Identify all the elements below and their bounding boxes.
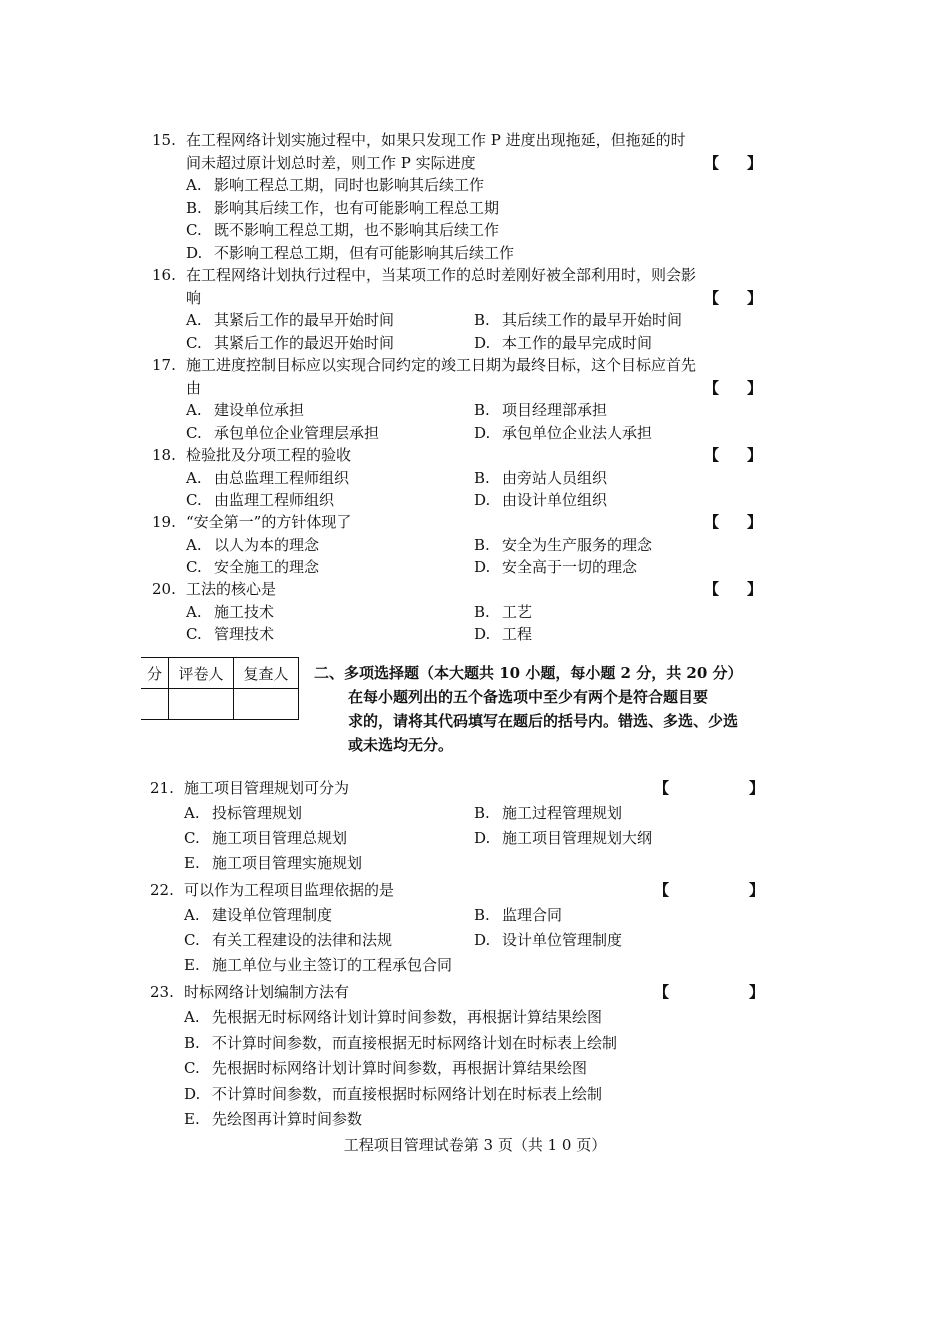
option-c: C. 先根据时标网络计划计算时间参数，再根据计算结果绘图 — [184, 1059, 588, 1077]
stem-text: 由 — [186, 378, 202, 397]
answer-bracket: 【 】 — [703, 580, 762, 598]
answer-bracket: 【 】 — [653, 983, 764, 1001]
option-c: C. 安全施工的理念 — [186, 558, 320, 576]
reviewer-header: 复查人 — [234, 658, 299, 689]
score-table — [141, 657, 299, 720]
stem-text: 工法的核心是 — [186, 580, 277, 598]
stem-text: 施工项目管理规划可分为 — [184, 779, 350, 797]
question-stem — [152, 444, 762, 467]
question-stem — [150, 980, 764, 1005]
option-b: B. 监理合同 — [474, 906, 563, 924]
option-b: B. 工艺 — [474, 602, 533, 621]
score-cell — [141, 689, 169, 720]
option-d: D. 由设计单位组织 — [474, 491, 608, 509]
option-d: D. 本工作的最早完成时间 — [474, 333, 653, 352]
question-stem — [152, 377, 762, 400]
option-c: C. 有关工程建设的法律和法规 — [184, 931, 393, 949]
option-b: B. 安全为生产服务的理念 — [474, 535, 653, 554]
question-stem — [152, 578, 762, 601]
page-footer: 工程项目管理试卷第 3 页（共 1 0 页） — [343, 1136, 607, 1154]
option-b: B. 施工过程管理规划 — [474, 804, 623, 822]
options — [152, 601, 762, 646]
option-a: A. 其紧后工作的最早开始时间 — [186, 311, 395, 329]
option-e: E. 先绘图再计算时间参数 — [184, 1110, 363, 1128]
question-21 — [150, 776, 764, 876]
question-19 — [152, 511, 762, 579]
question-stem — [152, 129, 762, 152]
reviewer-cell — [234, 689, 299, 720]
options — [150, 801, 764, 876]
answer-bracket: 【 】 — [703, 513, 762, 531]
stem-text: 施工进度控制目标应以实现合同约定的竣工日期为最终目标，这个目标应首先 — [186, 356, 697, 374]
option-a: A. 施工技术 — [186, 602, 275, 621]
answer-bracket: 【 】 — [703, 446, 762, 464]
option-d: D. 不计算时间参数，而直接根据时标网络计划在时标表上绘制 — [184, 1084, 603, 1103]
question-18 — [152, 444, 762, 512]
answer-bracket: 【 】 — [653, 779, 764, 797]
grader-header: 评卷人 — [169, 658, 234, 689]
stem-text: 在工程网络计划实施过程中，如果只发现工作 P 进度出现拖延，但拖延的时 — [186, 131, 686, 149]
option-e: E. 施工单位与业主签订的工程承包合同 — [184, 956, 453, 974]
question-stem — [150, 878, 764, 903]
question-number: 19. — [152, 513, 176, 531]
options — [152, 467, 762, 512]
section-instruction: 或未选均无分。 — [348, 736, 454, 754]
question-stem — [150, 776, 764, 801]
option-d: D. 不影响工程总工期，但有可能影响其后续工作 — [186, 243, 515, 262]
option-a: A. 投标管理规划 — [184, 804, 303, 822]
stem-text: 时标网络计划编制方法有 — [184, 983, 350, 1001]
question-16 — [152, 264, 762, 354]
question-number: 16. — [152, 266, 176, 284]
stem-text: 在工程网络计划执行过程中，当某项工作的总时差刚好被全部利用时，则会影 — [186, 266, 697, 284]
option-a: A. 影响工程总工期，同时也影响其后续工作 — [186, 176, 485, 194]
option-d: D. 工程 — [474, 625, 533, 643]
question-number: 17. — [152, 356, 176, 374]
question-stem — [152, 264, 762, 287]
question-stem — [152, 511, 762, 534]
score-header: 分 — [141, 658, 169, 689]
option-a: A. 由总监理工程师组织 — [186, 468, 350, 487]
question-stem — [152, 152, 762, 175]
section-instruction: 求的，请将其代码填写在题后的括号内。错选、多选、少选 — [348, 712, 739, 730]
question-22 — [150, 878, 764, 978]
section-title: 二、多项选择题（本大题共 10 小题，每小题 2 分，共 20 分） — [314, 664, 743, 682]
stem-text: “安全第一”的方针体现了 — [186, 513, 352, 531]
grader-cell — [169, 689, 234, 720]
options — [152, 399, 762, 444]
options — [150, 1005, 764, 1133]
option-a: A. 建设单位承担 — [186, 401, 305, 419]
answer-bracket: 【 】 — [653, 881, 764, 899]
question-number: 23. — [150, 983, 174, 1001]
option-c: C. 承包单位企业管理层承担 — [186, 423, 380, 442]
option-a: A. 以人为本的理念 — [186, 535, 320, 554]
question-number: 21. — [150, 779, 174, 797]
stem-text: 可以作为工程项目监理依据的是 — [184, 881, 395, 899]
question-number: 15. — [152, 131, 176, 149]
option-d: D. 安全高于一切的理念 — [474, 558, 638, 576]
options — [150, 903, 764, 978]
options — [152, 174, 762, 264]
answer-bracket: 【 】 — [703, 288, 762, 307]
options — [152, 534, 762, 579]
stem-text: 间未超过原计划总时差，则工作 P 实际进度 — [186, 153, 476, 172]
question-number: 18. — [152, 446, 176, 464]
option-b: B. 影响其后续工作，也有可能影响工程总工期 — [186, 198, 500, 217]
option-a: A. 先根据无时标网络计划计算时间参数，再根据计算结果绘图 — [184, 1008, 603, 1026]
question-stem — [152, 287, 762, 310]
question-20 — [152, 578, 762, 646]
option-b: B. 不计算时间参数，而直接根据无时标网络计划在时标表上绘制 — [184, 1033, 618, 1052]
option-d: D. 施工项目管理规划大纲 — [474, 829, 653, 847]
option-c: C. 其紧后工作的最迟开始时间 — [186, 333, 395, 352]
option-e: E. 施工项目管理实施规划 — [184, 854, 363, 872]
option-d: D. 设计单位管理制度 — [474, 931, 623, 949]
stem-text: 响 — [186, 288, 202, 307]
options — [152, 309, 762, 354]
answer-bracket: 【 】 — [703, 378, 762, 397]
option-c: C. 管理技术 — [186, 625, 275, 643]
question-17 — [152, 354, 762, 444]
question-15 — [152, 129, 762, 264]
section-instruction: 在每小题列出的五个备选项中至少有两个是符合题目要 — [348, 688, 709, 706]
question-23 — [150, 980, 764, 1133]
question-number: 22. — [150, 881, 174, 899]
question-number: 20. — [152, 580, 176, 598]
option-c: C. 既不影响工程总工期，也不影响其后续工作 — [186, 221, 500, 239]
option-d: D. 承包单位企业法人承担 — [474, 423, 653, 442]
answer-bracket: 【 】 — [703, 153, 762, 172]
section-heading — [314, 661, 764, 757]
option-a: A. 建设单位管理制度 — [184, 906, 333, 924]
option-b: B. 其后续工作的最早开始时间 — [474, 311, 683, 329]
question-stem — [152, 354, 762, 377]
stem-text: 检验批及分项工程的验收 — [186, 446, 352, 464]
option-b: B. 由旁站人员组织 — [474, 468, 608, 487]
option-c: C. 由监理工程师组织 — [186, 491, 335, 509]
option-b: B. 项目经理部承担 — [474, 401, 608, 419]
option-c: C. 施工项目管理总规划 — [184, 829, 348, 847]
